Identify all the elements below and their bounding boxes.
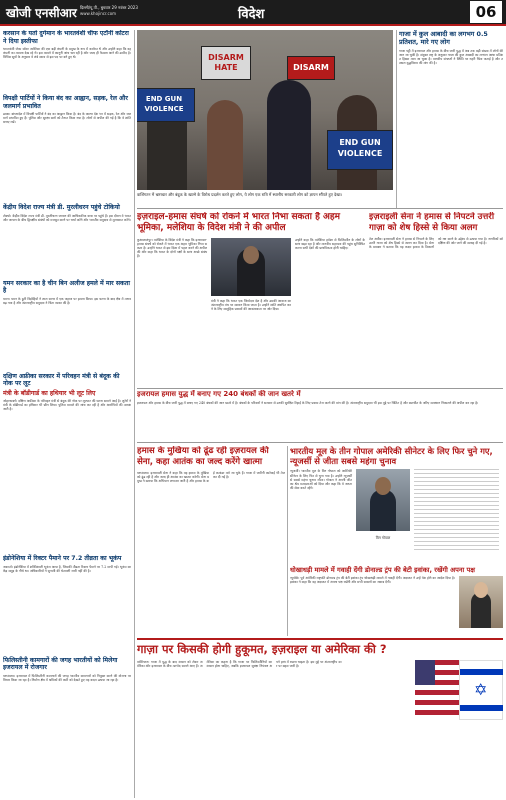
protest-sign-disarm-hate [201, 46, 251, 80]
left-story-8-body: यरूशलम। इजरायल में फिलिस्तीनी कामगारों की जगह भारतीय कामगारों को नियुक्त करने की योजना पर विचार किया जा रहा है। निर्माण क्षेत्र में श्रमिकों की कमी को देखते हुए यह कदम उठाया जा रहा है। [3, 673, 131, 682]
horizontal-divider [137, 442, 503, 443]
hamas-chief-story [137, 446, 285, 636]
right-story [399, 30, 503, 208]
masthead-meta [80, 5, 138, 17]
right-story-body: गाजा पट्टी में इजरायल और हमास के बीच जारी युद्ध में अब तक बड़ी संख्या में लोगों की जान जा चुकी है। संयुक्त राष्ट्र के अनुसार गाजा की कुल आबादी का लगभग आधा प्रतिशत हिस्सा मारा जा चुका है। मानवीय संगठनों ने स्थिति पर गहरी चिंता जताई है और तत्काल युद्धविराम की मांग की है। [399, 49, 503, 66]
protester-figure [207, 100, 243, 190]
left-story-2-headline: विपक्षी पार्टियों ने किया बंद का आह्वान, सड़क, रेल और जलमार्ग प्रभावित [3, 95, 128, 110]
masthead [0, 0, 506, 26]
israel-army-body: तेल अवीव। इजरायली सेना ने हमास से निपटने के लिए उत्तरी गाजा को शेष हिस्से से अलग कर दिया है। सेना के प्रवक्ता ने बताया कि यह कदम हमास के ठिकानों को नष्ट करने के उद्देश्य से उठाया गया है। नागरिकों को दक्षिण की ओर जाने की सलाह दी गई है। [369, 237, 503, 250]
ivanka-body: न्यूयॉर्क। पूर्व अमेरिकी राष्ट्रपति डोनाल्ड ट्रंप की बेटी इवांका ट्रंप धोखाधड़ी मामले में गवाही देंगी। अदालत ने उन्हें पेश होने का आदेश दिया है। इवांका ने कहा कि वह अदालत में अपना पक्ष रखेंगी और सभी सवालों का जवाब देंगी। [290, 576, 455, 585]
left-story-1-headline: करसान के यतो दुर्गमान के भारतवंशी चीफ एटॉर्नी कोंटरा ने दिया इस्तीफा [3, 30, 129, 45]
gaza-rule-story [137, 642, 503, 798]
protester-figure [267, 80, 311, 190]
indian-origin-columns [290, 469, 503, 551]
hostages-story [137, 390, 503, 440]
left-story-6-body: जोहान्सबर्ग। दक्षिण अफ्रीका के परिवहन मंत्री से बंदूक की नोक पर लूटपाट की घटना सामने आई है। लुटेरों ने मंत्री के बॉडीगार्ड का हथियार भी छीन लिया। पुलिस मामले की जांच कर रही है और आरोपियों की तलाश जारी है। [3, 399, 131, 412]
protest-sign-end-gun-violence-2 [327, 130, 393, 170]
flags-photo [415, 660, 503, 720]
sign-text: END GUN VIOLENCE [337, 138, 383, 158]
lead-body-col-2: मंत्री ने कहा कि भारत एक जिम्मेदार देश है और उसकी आवाज का अंतरराष्ट्रीय मंच पर सम्मान किया जाता है। उन्होंने शांति स्थापित करने के लिए सामूहिक प्रयासों की आवश्यकता पर जोर दिया। [211, 299, 291, 312]
photo-caption: वाशिंगटन में भ्रष्टाचार और बंदूक के खात्मे के विरोध प्रदर्शन करते हुए लोग, ये लोग एक रात्रि में स्थानीय सरकारी लोग को ज्ञापन सौंपते हुए देखा। [137, 192, 343, 197]
left-story-3-headline: केंद्रीय विदेश राज्य मंत्री डी. मुरलीधरन पहुंचे टोकियो [3, 204, 120, 211]
protest-photo [137, 30, 393, 190]
ivanka-story [290, 566, 503, 636]
lead-headline: इज़राइल-हमास संघर्ष को रोकने में भारत निभा सकता है अहम भूमिका, मलेशिया के विदेश मंत्री ने की अपील [137, 212, 341, 233]
gaza-rule-columns [137, 660, 503, 792]
left-story-3-body: टोक्यो। केंद्रीय विदेश राज्य मंत्री डी. मुरलीधरन जापान की आधिकारिक यात्रा पर पहुंचे हैं। इस दौरान वे भारत और जापान के बीच द्विपक्षीय संबंधों को मजबूत करने पर चर्चा करेंगे और भारतीय समुदाय से मुलाकात करेंगे। [3, 213, 131, 222]
protest-sign-end-gun-violence [137, 88, 195, 122]
left-story-8-headline: फिलिस्तीनी कामगारों की जगह भारतीयों को मिलेगा इजरायल में रोजगार [3, 656, 118, 671]
senator-figure [370, 489, 396, 531]
horizontal-divider [137, 638, 503, 640]
page-number: 06 [470, 1, 502, 23]
left-story-5-headline: दक्षिण अफ्रीका सरकार में परिवहन मंत्री से बंदूक की नोक पर लूट [3, 372, 120, 387]
left-story-4-body: यमन। यमन के हूती विद्रोहियों ने लाल सागर में एक जहाज पर हमला किया। इस घटना के बाद क्षेत्र में तनाव बढ़ गया है और अंतरराष्ट्रीय समुदाय ने चिंता व्यक्त की है। [3, 296, 131, 305]
column-divider-right [396, 30, 397, 208]
sign-text: DISARM HATE [208, 53, 244, 72]
israel-flag-stripe-bottom [460, 705, 503, 711]
hostages-body: इजरायल और हमास के बीच जारी युद्ध में बनाए गए 240 बंधकों की जान खतरे में है। बंधकों के परिवारों ने सरकार से उनकी सुरक्षित रिहाई के लिए प्रयास तेज करने की मांग की है। अंतरराष्ट्रीय समुदाय भी इस मुद्दे पर चिंतित है और बातचीत के जरिए समाधान निकालने की अपील कर रहा है। [137, 401, 479, 405]
ivanka-face [474, 582, 488, 598]
us-flag-canton [415, 660, 435, 685]
left-story-6-headline: मंत्री के बॉडीगार्ड का हथियार भी लूट लिए [3, 389, 96, 397]
israel-flag [459, 660, 503, 720]
horizontal-divider [137, 388, 503, 389]
left-story-2-body: ढाका। बांग्लादेश में विपक्षी पार्टियों ने बंद का आह्वान किया है। बंद के कारण देश भर में सड़क, रेल और जलमार्ग प्रभावित हुए हैं। पुलिस और सुरक्षा बलों को तैनात किया गया है। लोगों से अपील की गई है कि वे शांति बनाए रखें। [3, 112, 131, 125]
gaza-rule-body: वाशिंगटन। गाजा में युद्ध के बाद शासन को लेकर अमेरिका और इजरायल के बीच मतभेद सामने आए हैं। अमेरिका का कहना है कि गाजा पर फिलिस्तीनियों का शासन होना चाहिए, जबकि इजरायल सुरक्षा नियंत्रण अपने हाथ में रखना चाहता है। इस मुद्दे पर अंतरराष्ट्रीय स्तर पर बहस जारी है। [137, 660, 342, 669]
israel-flag-star: ✡ [474, 680, 488, 699]
lead-photo-column [211, 238, 291, 376]
meta-url: www.khojincr.com [80, 11, 117, 16]
ivanka-photo [459, 576, 503, 628]
senator-photo [356, 469, 410, 541]
sign-text: END GUN VIOLENCE [144, 95, 184, 113]
minister-photo [211, 238, 291, 296]
brand-logo: खोजी एनसीआर [6, 6, 77, 20]
minister-face [243, 246, 259, 264]
hamas-chief-body: यरूशलम। इजरायली सेना ने कहा कि वह हमास के मुखिया को ढूंढ रही है और जल्द ही आतंक का खात्मा करेगी। सेना प्रमुख ने बताया कि अभियान लगातार जारी है और हमास के कई कमांडर मारे जा चुके हैं। गाजा में जमीनी कार्रवाई भी तेज कर दी गई है। [137, 471, 285, 484]
ivanka-columns [290, 576, 503, 628]
israel-army-headline: इज़राइली सेना ने हमास से निपटने उत्तरी गाज़ा को शेष हिस्से से किया अलग [369, 212, 495, 233]
column-divider-left [134, 30, 135, 798]
us-flag [415, 660, 459, 720]
sign-text: DISARM [293, 63, 329, 72]
indian-origin-headline: भारतीय मूल के तीन गोपाल अमेरिकी सीनेटर के लिए फिर चुने गए, न्यूजर्सी से जीता सबसे महंगा चुनाव [290, 446, 493, 467]
senator-photo-caption: विन गोपाल [375, 536, 391, 541]
meta-date: दिल्ली/यू.पी., बुधवार 29 नवंबर 2023 [80, 5, 138, 10]
indian-origin-body-2 [414, 469, 499, 551]
lead-body-col-3: उन्होंने कहा कि मलेशिया हमेशा से फिलिस्तीन के लोगों के साथ खड़ा रहा है और मानवीय सहायता की पहुंच सुनिश्चित करना सभी देशों की प्राथमिकता होनी चाहिए। [295, 238, 365, 251]
indian-origin-story [290, 446, 503, 564]
left-column [3, 30, 131, 798]
horizontal-divider [137, 208, 503, 209]
left-story-7-body: जकार्ता। इंडोनेशिया में शक्तिशाली भूकंप आया है, जिसकी तीव्रता रिक्टर पैमाने पर 7.2 मापी गई। भूकंप का केंद्र समुद्र के नीचे था। अधिकारियों ने सुनामी की चेतावनी जारी नहीं की है। [3, 564, 131, 573]
ivanka-headline: धोखाधड़ी मामले में गवाही देंगी डोनाल्ड ट्रंप की बेटी इवांका, रखेंगी अपना पक्ष [290, 566, 476, 574]
lead-body-col-1: कुआलालंपुर। मलेशिया के विदेश मंत्री ने कहा कि इजरायल-हमास संघर्ष को रोकने में भारत एक अहम भूमिका निभा सकता है। उन्होंने भारत से इस दिशा में पहल करने की अपील की और कहा कि भारत के दोनों पक्षों के साथ अच्छे संबंध हैं। [137, 238, 207, 259]
israel-army-story [369, 212, 503, 387]
column-divider [287, 446, 288, 636]
hostages-headline: इजरायल हमास युद्ध में बनाए गए 240 बंधकों की जान खतरे में [137, 390, 301, 398]
left-story-7-headline: इंडोनेशिया में रिक्टर पैमाने पर 7.2 तीव्रता का भूकंप [3, 555, 122, 562]
lead-story [137, 212, 365, 387]
lead-columns [137, 238, 365, 376]
right-story-headline: गाजा में कुल आबादी का लगभग 0.5 प्रतिशत, मारे गए लोग [399, 30, 488, 46]
left-story-1-body: भारतवंशी जेम्स सॉयर अमेरिका की एक बड़ी कंपनी के प्रमुख के रूप में कार्यरत थे और उन्होंने कहा कि वह कंपनी का मामला देख रहे थे। इस मामले में कानूनी जांच चल रही है और जल्द ही फैसला आने की उम्मीद है। विभिन्न सूत्रों के अनुसार वे लंबे समय से इस पद पर बने हुए थे। [3, 47, 131, 60]
gaza-rule-headline: गाज़ा पर किसकी होगी हुकूमत, इज़राइल या अमेरिका की ? [137, 642, 387, 656]
hamas-chief-headline: हमास के मुखिया को ढूंढ रही इज़रायल की सेना, कहा आतंक का जल्द करेंगे खात्मा [137, 446, 269, 467]
protest-sign-disarm [287, 56, 335, 80]
indian-origin-body: न्यूजर्सी। भारतीय मूल के विन गोपाल को अमेरिकी सीनेटर के लिए फिर से चुना गया है। उन्होंने न्यूजर्सी से सबसे महंगा चुनाव जीता। गोपाल ने अपनी जीत का श्रेय मतदाताओं को दिया और कहा कि वे जनता की सेवा करते रहेंगे। [290, 469, 352, 490]
israel-flag-stripe-top [460, 669, 503, 675]
section-title: विदेश [238, 7, 265, 22]
left-story-4-headline: यमन सरकार का है चीन बिन अलीज हमले में मार सकता है [3, 279, 130, 294]
